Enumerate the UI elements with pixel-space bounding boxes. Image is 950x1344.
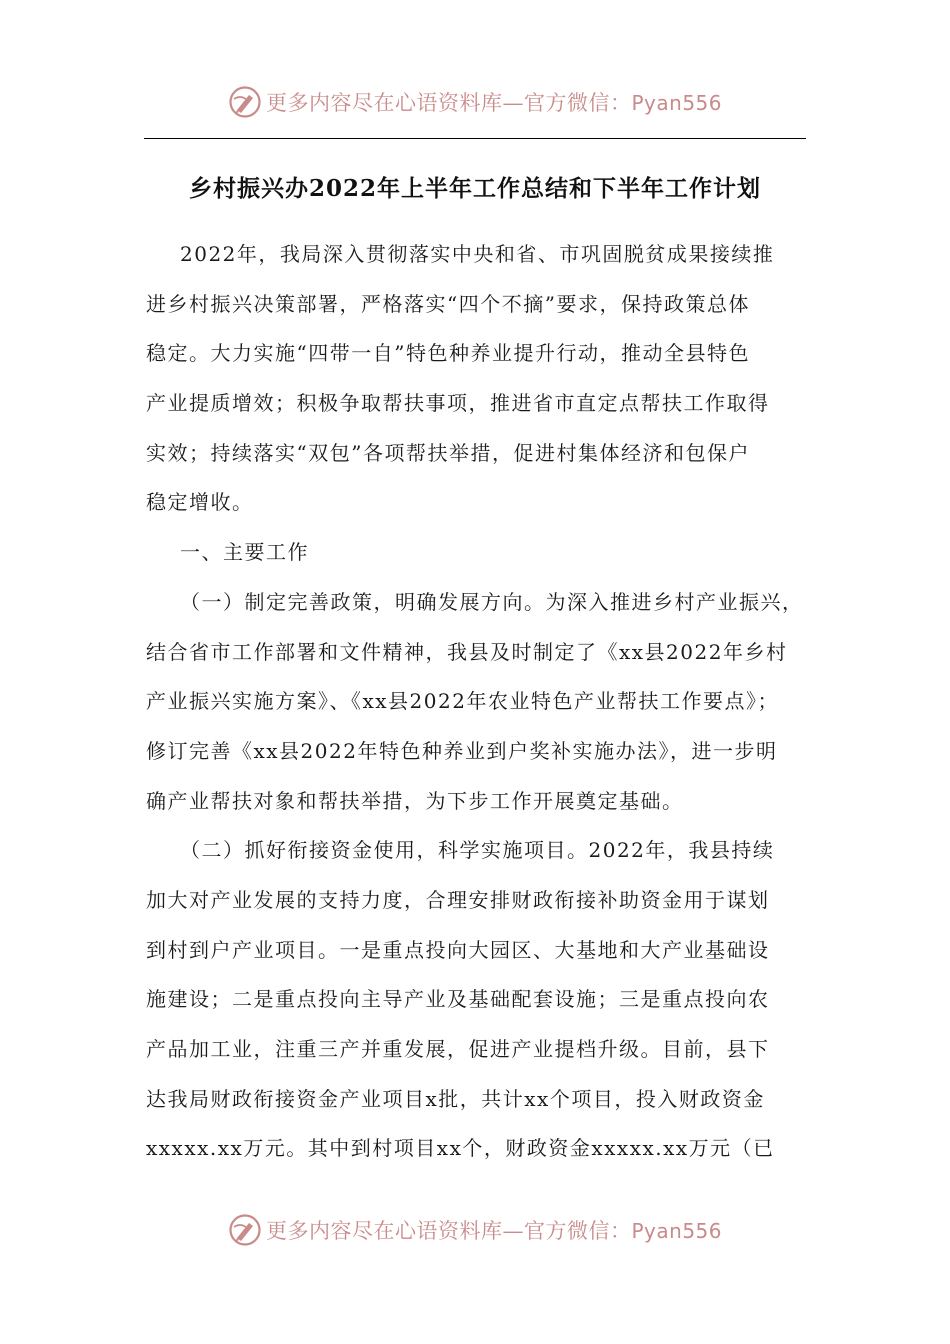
paragraph-line: 修订完善《xx县2022年特色种养业到户奖补实施办法》，进一步明 [146, 738, 778, 763]
paragraph-line: 达我局财政衔接资金产业项目x批，共计xx个项目，投入财政资金 [146, 1086, 765, 1111]
paragraph-line: 产业振兴实施方案》、《xx县2022年农业特色产业帮扶工作要点》； [146, 689, 779, 714]
paragraph-line: 稳定。大力实施“四带一自”特色种养业提升行动，推动全县特色 [146, 341, 750, 366]
paragraph-line: 实效；持续落实“双包”各项帮扶举措，促进村集体经济和包保户 [146, 440, 750, 465]
section-heading: 一、主要工作 [180, 540, 309, 565]
paragraph-line: 产业提质增效；积极争取帮扶事项，推进省市直定点帮扶工作取得 [146, 391, 770, 416]
document-title: 乡村振兴办2022年上半年工作总结和下半年工作计划 [188, 175, 761, 202]
paragraph-line: 2022年，我局深入贯彻落实中央和省、市巩固脱贫成果接续推 [180, 242, 775, 266]
paragraph-line: （二）抓好衔接资金使用，科学实施项目。2022年，我县持续 [180, 838, 775, 863]
paragraph-line: 施建设；二是重点投向主导产业及基础配套设施；三是重点投向农 [146, 987, 770, 1012]
paragraph-line: 确产业帮扶对象和帮扶举措，为下步工作开展奠定基础。 [146, 788, 684, 813]
paragraph-line: 稳定增收。 [146, 490, 254, 515]
header-watermark [0, 80, 950, 124]
paragraph-line: （一）制定完善政策，明确发展方向。为深入推进乡村产业振兴， [180, 589, 804, 614]
watermark-text: 更多内容尽在心语资料库—官方微信：Pyan556 [265, 91, 722, 115]
document-body [146, 234, 810, 1178]
paragraph-line: 进乡村振兴决策部署，严格落实“四个不摘”要求，保持政策总体 [146, 291, 750, 316]
paragraph-line: 加大对产业发展的支持力度，合理安排财政衔接补助资金用于谋划 [146, 887, 770, 912]
paragraph-line: 结合省市工作部署和文件精神，我县及时制定了《xx县2022年乡村 [146, 639, 788, 664]
pen-logo-icon [228, 85, 262, 119]
paragraph-line: 产品加工业，注重三产并重发展，促进产业提档升级。目前，县下 [146, 1037, 770, 1061]
paragraph-line: xxxxx.xx万元。其中到村项目xx个，财政资金xxxxx.xx万元（已 [146, 1136, 775, 1161]
pen-logo-icon [228, 1213, 262, 1247]
header-rule [144, 138, 806, 139]
footer-watermark [0, 1208, 950, 1252]
paragraph-line: 到村到户产业项目。一是重点投向大园区、大基地和大产业基础设 [146, 937, 770, 962]
watermark-text: 更多内容尽在心语资料库—官方微信：Pyan556 [265, 1219, 722, 1243]
